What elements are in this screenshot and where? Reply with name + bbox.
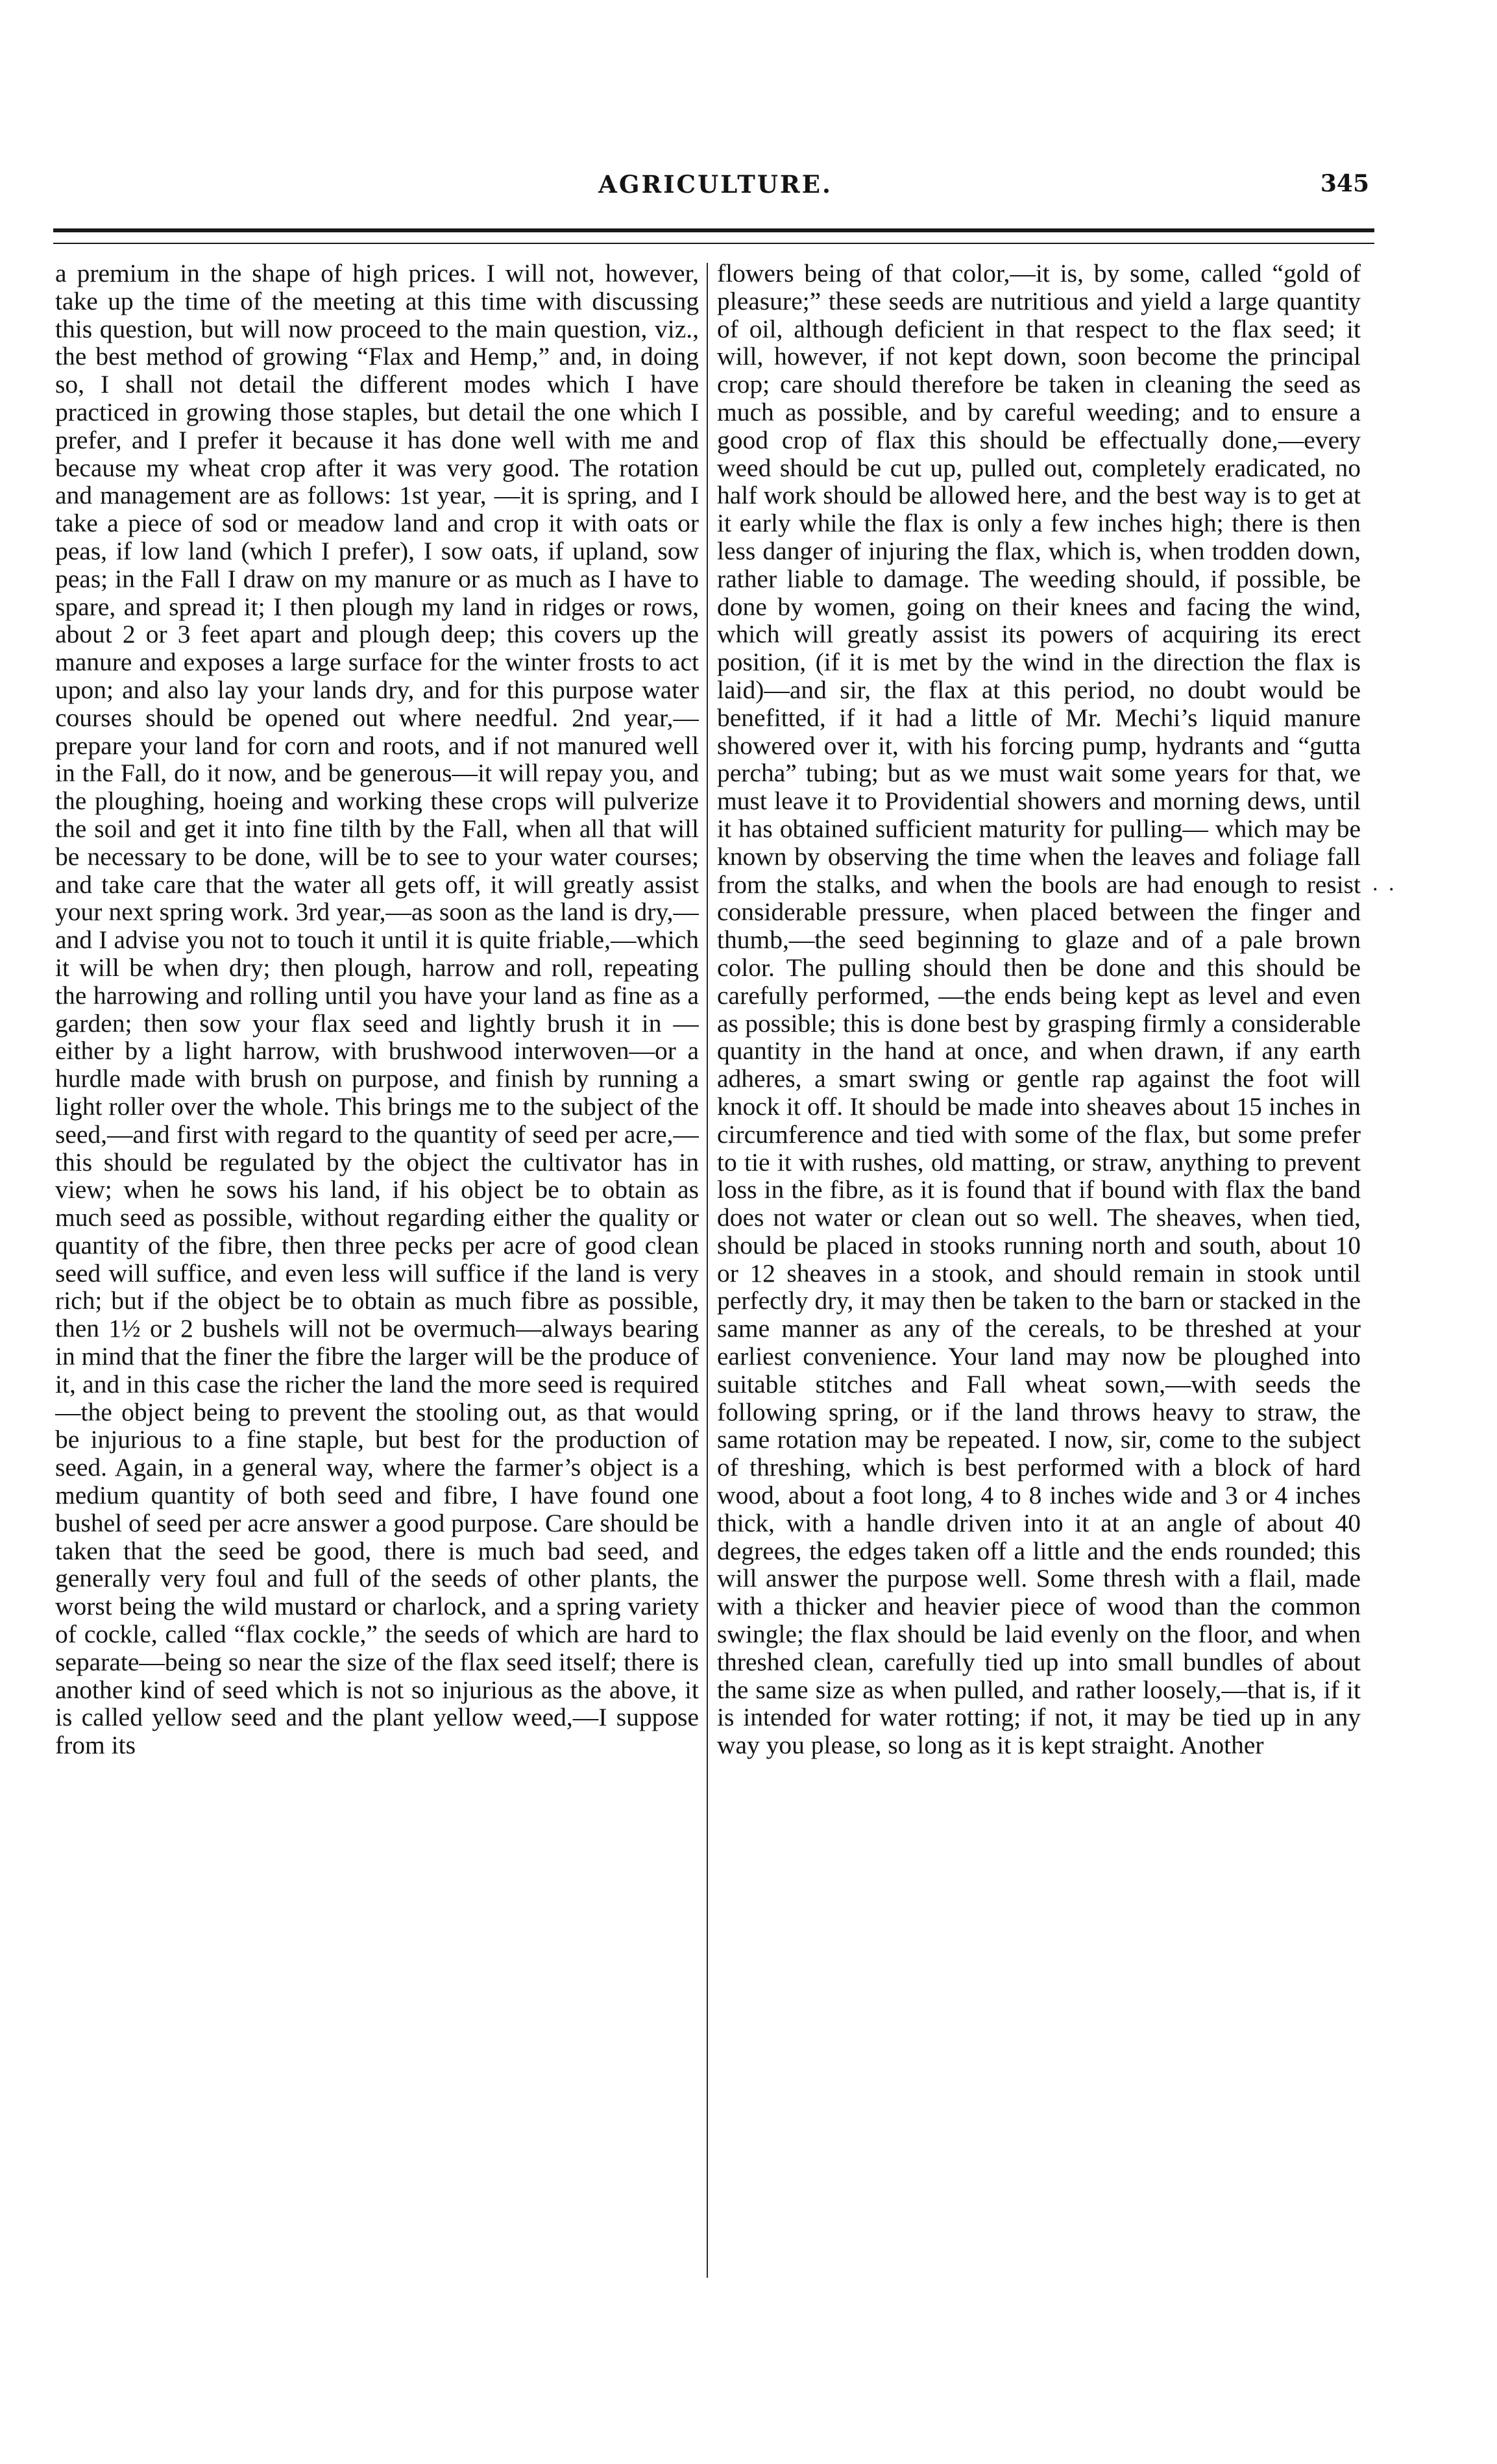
page-header [62, 170, 1369, 209]
running-head: AGRICULTURE. [598, 170, 833, 199]
header-rule-thin [53, 243, 1374, 244]
column-divider [707, 263, 708, 2278]
left-column-text: a premium in the shape of high prices. I will not, however, take up the time of the meeting at this time with discussing this question, but will now proceed to the main question, viz., the best method of growing “Flax and Hemp,” and, in doing so, I shall not detail the different modes which I have practiced in growing those staples, but detail the one which I prefer, and I prefer it because it has done well with me and because my wheat crop after it was very good. The rotation and management are as follows: 1st year, —it is spring, and I take a piece of sod or meadow land and crop it with oats or peas, if low land (which I prefer), I sow oats, if upland, sow peas; in the Fall I draw on my manure or as much as I have to spare, and spread it; I then plough my land in ridges or rows, about 2 or 3 feet apart and plough deep; this covers up the manure and exposes a large surface for the winter frosts to act upon; and also lay your lands dry, and for this purpose water courses should be opened out where needful. 2nd year,—prepare your land for corn and roots, and if not manured well in the Fall, do it now, and be generous—it will repay you, and the ploughing, hoeing and working these crops will pulverize the soil and get it into fine tilth by the Fall, when all that will be necessary to be done, will be to see to your water courses; and take care that the water all gets off, it will greatly assist your next spring work. 3rd year,—as soon as the land is dry,— and I advise you not to touch it until it is quite friable,—which it will be when dry; then plough, harrow and roll, repeating the harrowing and rolling until you have your land as fine as a garden; then sow your flax seed and lightly brush it in — either by a light harrow, with brushwood interwoven—or a hurdle made with brush on purpose, and finish by running a light roller over the whole. This brings me to the subject of the seed,—and first with regard to the quantity of seed per acre,—this should be regulated by the object the cultivator has in view; when he sows his land, if his object be to obtain as much seed as possible, without regarding either the quality or quantity of the fibre, then three pecks per acre of good clean seed will suffice, and even less will suffice if the land is very rich; but if the object be to obtain as much fibre as possible, then 1½ or 2 bushels will not be overmuch—always bearing in mind that the finer the fibre the larger will be the produce of it, and in this case the richer the land the more seed is required—the object being to prevent the stooling out, as that would be injurious to a fine staple, but best for the production of seed. Again, in a general way, where the farmer’s object is a medium quantity of both seed and fibre, I have found one bushel of seed per acre answer a good purpose. Care should be taken that the seed be good, there is much bad seed, and generally very foul and full of the seeds of other plants, the worst being the wild mustard or charlock, and a spring variety of cockle, called “flax cockle,” the seeds of which are hard to separate—being so near the size of the flax seed itself; there is another kind of seed which is not so injurious as the above, it is called yellow seed and the plant yellow weed,—I suppose from its [55, 260, 699, 1760]
page-number: 345 [1320, 170, 1369, 197]
right-column-text: flowers being of that color,—it is, by some, called “gold of pleasure;” these seeds are nutritious and yield a large quantity of oil, although deficient in that respect to the flax seed; it will, however, if not kept down, soon become the principal crop; care should therefore be taken in cleaning the seed as much as possible, and by careful weeding; and to ensure a good crop of flax this should be effectually done,—every weed should be cut up, pulled out, completely eradicated, no half work should be allowed here, and the best way is to get at it early while the flax is only a few inches high; there is then less danger of injuring the flax, which is, when trodden down, rather liable to damage. The weeding should, if possible, be done by women, going on their knees and facing the wind, which will greatly assist its powers of acquiring its erect position, (if it is met by the wind in the direction the flax is laid)—and sir, the flax at this period, no doubt would be benefitted, if it had a little of Mr. Mechi’s liquid manure showered over it, with his forcing pump, hydrants and “gutta percha” tubing; but as we must wait some years for that, we must leave it to Providential showers and morning dews, until it has obtained sufficient maturity for pulling— which may be known by observing the time when the leaves and foliage fall from the stalks, and when the bools are had enough to resist considerable pressure, when placed between the finger and thumb,—the seed beginning to glaze and of a pale brown color. The pulling should then be done and this should be carefully performed, —the ends being kept as level and even as possible; this is done best by grasping firmly a considerable quantity in the hand at once, and when drawn, if any earth adheres, a smart swing or gentle rap against the foot will knock it off. It should be made into sheaves about 15 inches in circumference and tied with some of the flax, but some prefer to tie it with rushes, old matting, or straw, anything to prevent loss in the fibre, as it is found that if bound with flax the band does not water or clean out so well. The sheaves, when tied, should be placed in stooks running north and south, about 10 or 12 sheaves in a stook, and should remain in stook until perfectly dry, it may then be taken to the barn or stacked in the same manner as any of the cereals, to be threshed at your earliest convenience. Your land may now be ploughed into suitable stitches and Fall wheat sown,—with seeds the following spring, or if the land throws heavy to straw, the same rotation may be repeated. I now, sir, come to the subject of threshing, which is best performed with a block of hard wood, about a foot long, 4 to 8 inches wide and 3 or 4 inches thick, with a handle driven into it at an angle of about 40 degrees, the edges taken off a little and the ends rounded; this will answer the purpose well. Some thresh with a flail, made with a thicker and heavier piece of wood than the common swingle; the flax should be laid evenly on the floor, and when threshed clean, carefully tied up into small bundles of about the same size as when pulled, and rather loosely,—that is, if it is intended for water rotting; if not, it may be tied up in any way you please, so long as it is kept straight. Another [717, 260, 1361, 1760]
header-rule-thick [53, 228, 1374, 232]
left-column [55, 260, 699, 2283]
right-column [717, 260, 1361, 2283]
margin-mark: . . [1372, 872, 1397, 896]
